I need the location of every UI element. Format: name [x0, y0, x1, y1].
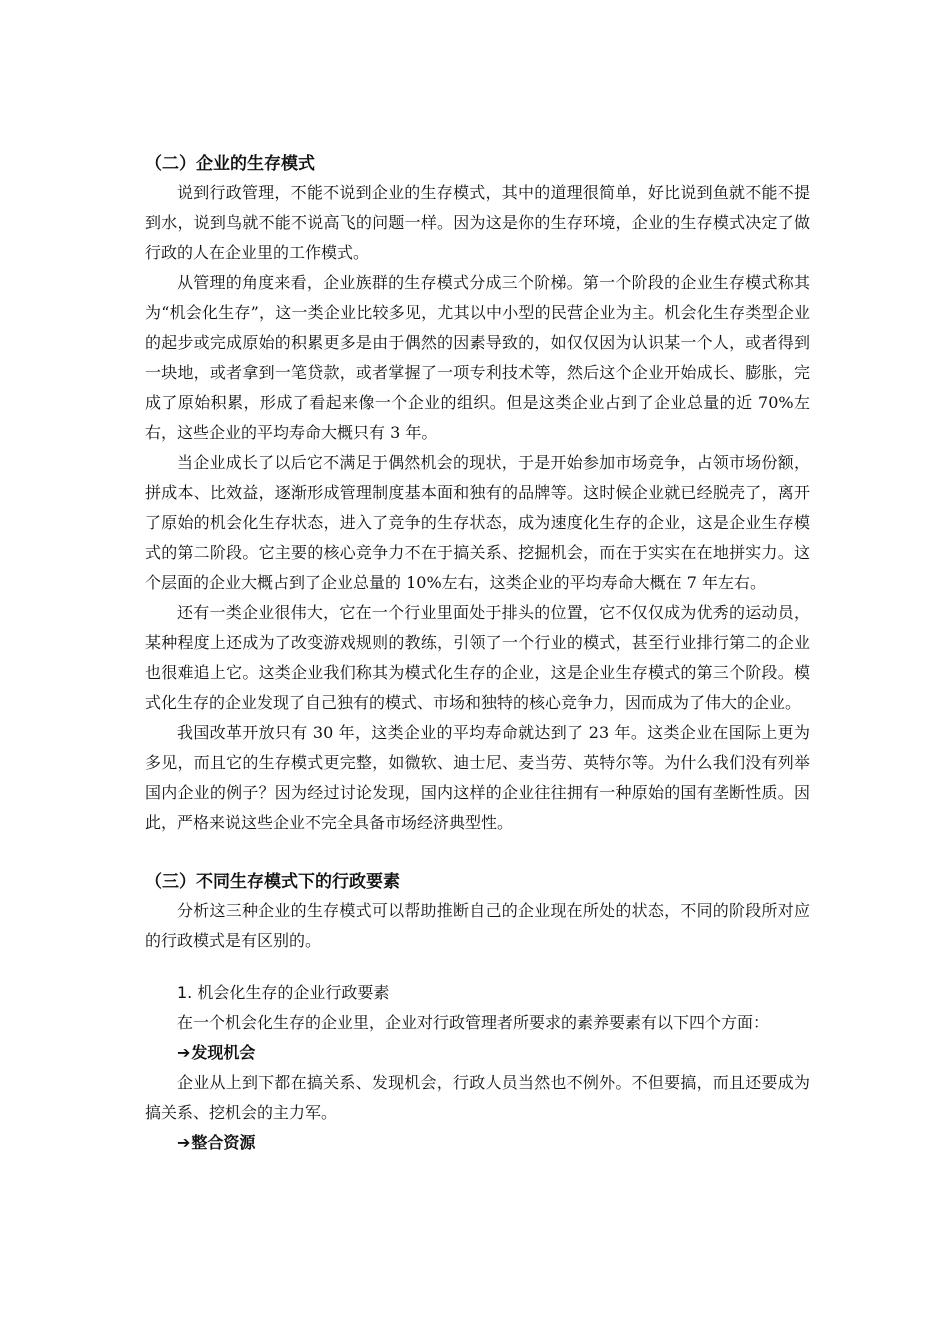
bullet-heading-find-opportunity: [145, 1038, 810, 1068]
section-heading-survival-modes: （二）企业的生存模式: [145, 154, 315, 174]
page-content: [145, 150, 810, 1158]
body-paragraph: 我国改革开放只有 30 年，这类企业的平均寿命就达到了 23 年。这类企业在国际上更为多见，而且它的生存模式更完整，如微软、迪士尼、麦当劳、英特尔等。为什么我们没有列举国内企业的例子？因为经过讨论发现，国内这样的企业往往拥有一种原始的国有垄断性质。因此，严格来说这些企业不完全具备市场经济典型性。: [145, 723, 810, 832]
bullet-heading-integrate-resources: [145, 1128, 810, 1158]
bullet-heading-label: 发现机会: [191, 1043, 256, 1062]
subsection-spacer: [145, 956, 810, 978]
body-paragraph: 从管理的角度来看，企业族群的生存模式分成三个阶梯。第一个阶段的企业生存模式称其为“机会化生存”，这一类企业比较多见，尤其以中小型的民营企业为主。机会化生存类型企业的起步或完成原始的积累更多是由于偶然的因素导致的，如仅仅因为认识某一个人，或者得到一块地，或者拿到一笔贷款，或者掌握了一项专利技术等，然后这个企业开始成长、膨胀，完成了原始积累，形成了看起来像一个企业的组织。但是这类企业占到了企业总量的近 70%左右，这些企业的平均寿命大概只有 3 年。: [145, 273, 810, 442]
subsection-heading: 1. 机会化生存的企业行政要素: [177, 983, 390, 1002]
bullet-heading-label: 整合资源: [191, 1133, 256, 1152]
body-paragraph: 企业从上到下都在搞关系、发现机会，行政人员当然也不例外。不但要搞，而且还要成为搞关系、挖机会的主力军。: [145, 1073, 810, 1122]
body-paragraph: 在一个机会化生存的企业里，企业对行政管理者所要求的素养要素有以下四个方面：: [177, 1013, 770, 1032]
arrow-right-icon: ➔: [177, 1133, 191, 1152]
section-spacer: [145, 838, 810, 868]
arrow-right-icon: ➔: [177, 1043, 191, 1062]
section-heading-admin-elements: （三）不同生存模式下的行政要素: [145, 872, 400, 892]
body-paragraph: 当企业成长了以后它不满足于偶然机会的现状，于是开始参加市场竞争，占领市场份额，拼成本、比效益，逐渐形成管理制度基本面和独有的品牌等。这时候企业就已经脱壳了，离开了原始的机会化生存状态，进入了竞争的生存状态，成为速度化生存的企业，这是企业生存模式的第二阶段。它主要的核心竞争力不在于搞关系、挖掘机会，而在于实实在在地拼实力。这个层面的企业大概占到了企业总量的 10%左右，这类企业的平均寿命大概在 7 年左右。: [145, 453, 810, 592]
body-paragraph: 分析这三种企业的生存模式可以帮助推断自己的企业现在所处的状态，不同的阶段所对应的行政模式是有区别的。: [145, 901, 810, 950]
body-paragraph: 还有一类企业很伟大，它在一个行业里面处于排头的位置，它不仅仅成为优秀的运动员，某种程度上还成为了改变游戏规则的教练，引领了一个行业的模式，甚至行业排行第二的企业也很难追上它。这类企业我们称其为模式化生存的企业，这是企业生存模式的第三个阶段。模式化生存的企业发现了自己独有的模式、市场和独特的核心竞争力，因而成为了伟大的企业。: [145, 603, 810, 712]
body-paragraph: 说到行政管理，不能不说到企业的生存模式，其中的道理很简单，好比说到鱼就不能不提到水，说到鸟就不能不说高飞的问题一样。因为这是你的生存环境，企业的生存模式决定了做行政的人在企业里的工作模式。: [145, 183, 810, 262]
